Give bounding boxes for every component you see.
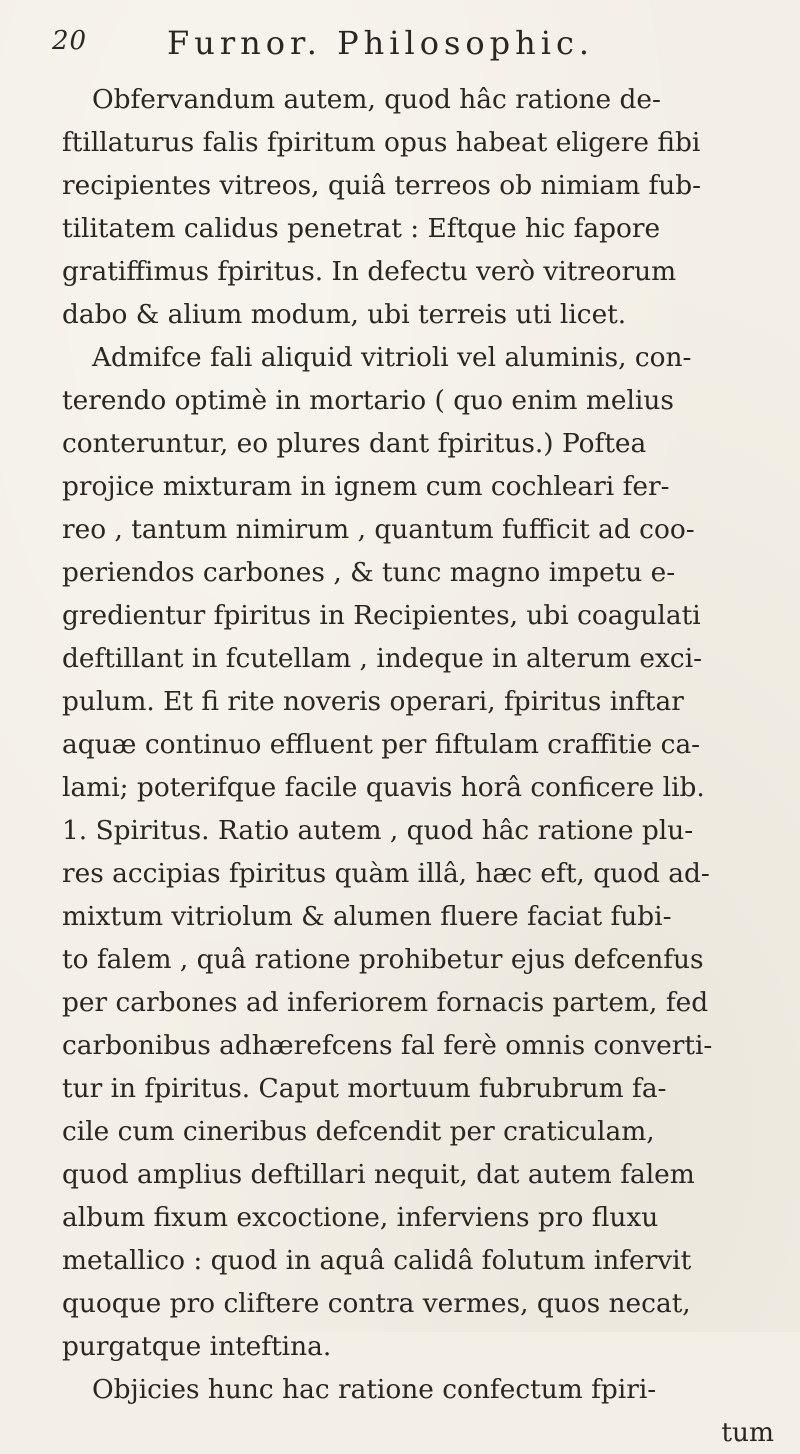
text-line: projice mixturam in ignem cum cochleari fer-	[62, 471, 670, 502]
text-line: pulum. Et fi rite noveris operari, fpiritus inftar	[62, 686, 684, 717]
text-line: carbonibus adhærefcens fal ferè omnis converti-	[62, 1030, 713, 1061]
text-line: gratiffimus fpiritus. In defectu verò vitreorum	[62, 256, 677, 287]
text-line: 1. Spiritus. Ratio autem , quod hâc ratione plu-	[62, 815, 694, 846]
text-line: recipientes vitreos, quiâ terreos ob nimiam fub-	[62, 170, 702, 201]
catchword: tum	[721, 1417, 774, 1448]
text-line: mixtum vitriolum & alumen fluere faciat fubi-	[62, 901, 672, 932]
page-header	[52, 14, 752, 68]
page-number: 20	[52, 26, 88, 56]
text-line: Admifce fali aliquid vitrioli vel aluminis, con-	[92, 342, 692, 373]
text-line: tilitatem calidus penetrat : Eftque hic fapore	[62, 213, 661, 244]
text-line: to falem , quâ ratione prohibetur ejus defcenfus	[62, 944, 704, 975]
text-line: terendo optimè in mortario ( quo enim melius	[62, 385, 674, 416]
text-line: album fixum excoctione, inferviens pro fluxu	[62, 1202, 659, 1233]
text-line: quoque pro cliftere contra vermes, quos necat,	[62, 1288, 691, 1319]
text-line: quod amplius deftillari nequit, dat autem falem	[62, 1159, 695, 1190]
text-line: tur in fpiritus. Caput mortuum fubrubrum fa-	[62, 1073, 667, 1104]
text-line: reo , tantum nimirum , quantum fufficit ad coo-	[62, 514, 695, 545]
text-line: Objicies hunc hac ratione confectum fpiri-	[92, 1374, 657, 1405]
text-line: deftillant in fcutellam , indeque in alterum exci-	[62, 643, 703, 674]
text-line: Obfervandum autem, quod hâc ratione de-	[92, 84, 661, 115]
running-title: Furnor. Philosophic.	[167, 24, 595, 62]
text-line: lami; poterifque facile quavis horâ conficere lib.	[62, 772, 705, 803]
body-text	[62, 78, 782, 1454]
text-line: res accipias fpiritus quàm illâ, hæc eft, quod ad-	[62, 858, 710, 889]
text-line: purgatque inteftina.	[62, 1331, 332, 1362]
text-line: gredientur fpiritus in Recipientes, ubi coagulati	[62, 600, 701, 631]
text-line: per carbones ad inferiorem fornacis partem, fed	[62, 987, 709, 1018]
text-line: aquæ continuo effluent per fiftulam craffitie ca-	[62, 729, 701, 760]
text-line: cile cum cineribus defcendit per craticulam,	[62, 1116, 655, 1147]
text-line: periendos carbones , & tunc magno impetu e-	[62, 557, 676, 588]
text-line: dabo & alium modum, ubi terreis uti licet.	[62, 299, 627, 330]
text-line: metallico : quod in aquâ calidâ folutum infervit	[62, 1245, 692, 1276]
text-line: ftillaturus falis fpiritum opus habeat eligere fibi	[62, 127, 701, 158]
text-line: conteruntur, eo plures dant fpiritus.) Poftea	[62, 428, 647, 459]
